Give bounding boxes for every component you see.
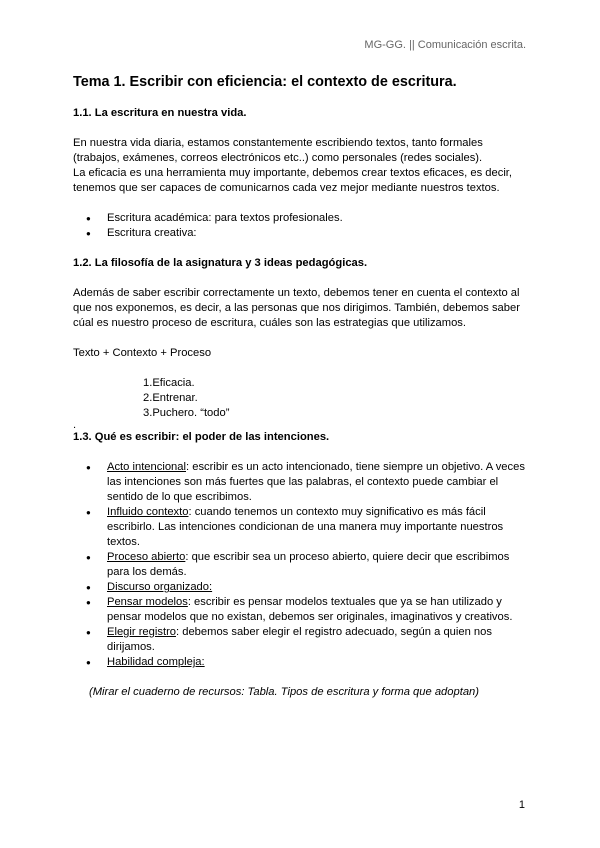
section-3-list (73, 460, 533, 670)
paragraph-line: (trabajos, exámenes, correos electrónicos etc..) como personales (redes sociales). (73, 152, 483, 164)
list-term: Elegir registro (107, 626, 177, 638)
page-header: MG-GG. || Comunicación escrita. (364, 39, 526, 51)
section-2-paragraph (73, 286, 533, 331)
list-text: : escribir es pensar modelos textuales que ya se han utilizado y (187, 596, 502, 608)
list-term: Pensar modelos (107, 596, 188, 608)
list-item: ● Escritura creativa: (73, 226, 533, 241)
list-text: textos. (107, 536, 140, 548)
list-term: Habilidad compleja: (107, 656, 205, 668)
list-item (73, 595, 533, 625)
list-item (73, 550, 533, 580)
list-text: para los demás. (107, 566, 187, 578)
paragraph-line: tenemos que ser capaces de comunicarnos cada vez mejor mediante nuestros textos. (73, 182, 500, 194)
list-item: 3.Puchero. “todo” (143, 407, 230, 419)
paragraph-line: En nuestra vida diaria, estamos constantemente escribiendo textos, tanto formales (73, 137, 483, 149)
list-text: sentido de lo que escribimos. (107, 491, 252, 503)
section-1-paragraph (73, 136, 533, 196)
list-term: Discurso organizado: (107, 581, 213, 593)
list-item: 1.Eficacia. (143, 377, 195, 389)
paragraph-line: cúal es nuestro proceso de escritura, cuáles son las estrategias que utilizamos. (73, 317, 467, 329)
list-item (73, 655, 533, 670)
list-item (73, 580, 533, 595)
list-text: escribirlo. Las intenciones condicionan de una manera muy importante nuestros (107, 521, 504, 533)
list-text: : escribir es un acto intencionado, tiene siempre un objetivo. A veces (186, 461, 525, 473)
list-text: dirijamos. (107, 641, 155, 653)
section-3-heading: 1.3. Qué es escribir: el poder de las intenciones. (73, 431, 330, 443)
formula-line: Texto + Contexto + Proceso (73, 347, 212, 359)
section-1-list (73, 211, 533, 241)
list-text: : debemos saber elegir el registro adecuado, según a quien nos (176, 626, 492, 638)
list-text: : que escribir sea un proceso abierto, quiere decir que escribimos (185, 551, 510, 563)
resource-note: (Mirar el cuaderno de recursos: Tabla. Tipos de escritura y forma que adoptan) (89, 686, 479, 698)
stray-dot: . (73, 419, 77, 431)
ideas-list (73, 376, 533, 421)
paragraph-line: Además de saber escribir correctamente un texto, debemos tener en cuenta el contexto al (73, 287, 520, 299)
page-number: 1 (518, 799, 525, 811)
list-term: Acto intencional (107, 461, 186, 473)
page-title: Tema 1. Escribir con eficiencia: el contexto de escritura. (73, 74, 457, 90)
paragraph-line: La eficacia es una herramienta muy importante, debemos crear textos eficaces, es decir, (73, 167, 513, 179)
list-item (73, 625, 533, 655)
list-term: Influido contexto (107, 506, 189, 518)
list-item (73, 460, 533, 505)
list-term: Proceso abierto (107, 551, 186, 563)
list-item (73, 505, 533, 550)
paragraph-line: que nos exponemos, es decir, a las personas que nos dirigimos. También, debemos saber (73, 302, 520, 314)
list-text: las intenciones son más fuertes que las palabras, el contexto puede cambiar el (107, 476, 499, 488)
list-item: ● Escritura académica: para textos profesionales. (73, 211, 533, 226)
section-1-heading: 1.1. La escritura en nuestra vida. (73, 107, 247, 119)
page-content (73, 73, 533, 700)
list-item: 2.Entrenar. (143, 392, 198, 404)
list-text: : cuando tenemos un contexto muy significativo es más fácil (188, 506, 486, 518)
list-text: pensar modelos que no existan, debemos ser originales, imaginativos y creativos. (107, 611, 513, 623)
section-2-heading: 1.2. La filosofía de la asignatura y 3 ideas pedagógicas. (73, 257, 368, 269)
